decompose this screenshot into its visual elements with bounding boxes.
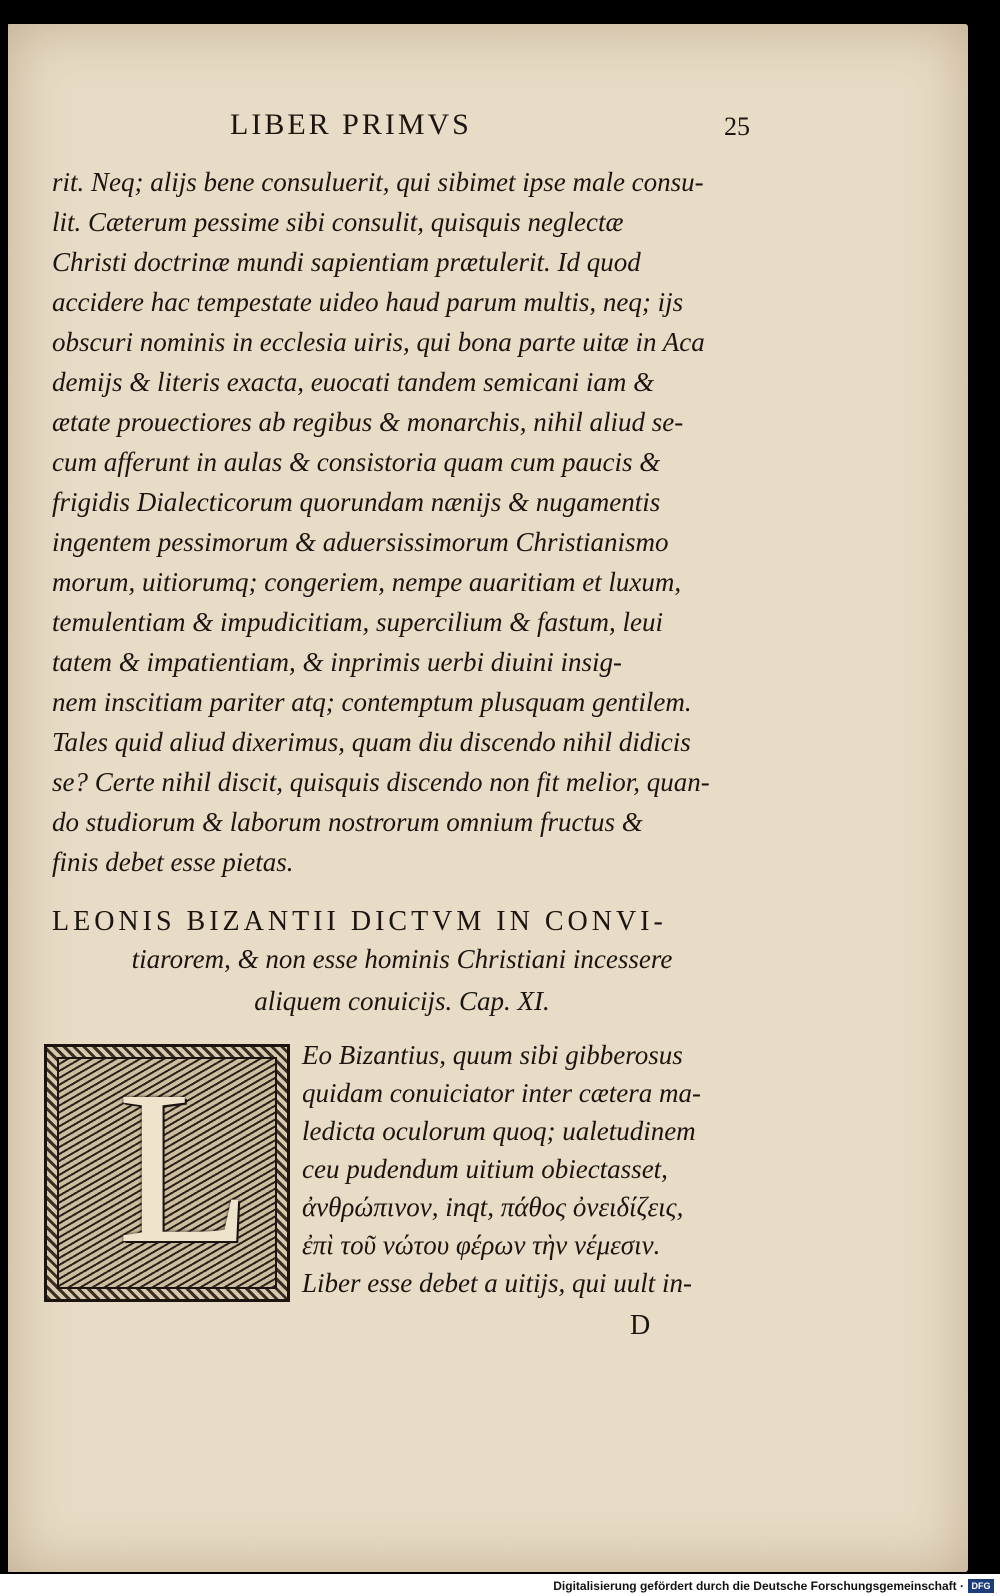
text-line: rit. Neq; alijs bene consuluerit, qui sibimet ipse male consu- — [52, 167, 704, 197]
text-line: ledicta oculorum quoq; ualetudinem — [302, 1116, 696, 1146]
text-line: nem inscitiam pariter atq; contemptum plusquam gentilem. — [52, 687, 692, 717]
footer-credit: Digitalisierung gefördert durch die Deutsche Forschungsgemeinschaft · — [553, 1579, 964, 1593]
chapter-heading — [52, 906, 752, 1022]
text-line: ætate prouectiores ab regibus & monarchis, nihil aliud se- — [52, 407, 684, 437]
text-line: finis debet esse pietas. — [52, 847, 294, 877]
signature-mark: D — [630, 1310, 651, 1341]
paragraph-2 — [302, 1036, 752, 1302]
paragraph-1 — [52, 162, 752, 882]
chapter-heading-caps: LEONIS BIZANTII DICTVM IN CONVI- — [52, 906, 667, 937]
text-line: se? Certe nihil discit, quisquis discendo non fit melior, quan- — [52, 767, 710, 797]
text-line: accidere hac tempestate uideo haud parum multis, neq; ijs — [52, 287, 684, 317]
chapter-heading-line2: tiarorem, & non esse hominis Christiani incessere — [131, 944, 673, 974]
decorated-initial-woodcut — [44, 1044, 290, 1302]
text-line: do studiorum & laborum nostrorum omnium fructus & — [52, 807, 643, 837]
footer-bar — [0, 1574, 1000, 1596]
text-line: Tales quid aliud dixerimus, quam diu discendo nihil didicis — [52, 727, 691, 757]
initial-letter: L — [117, 1045, 252, 1289]
page-number: 25 — [724, 112, 750, 141]
text-line: Christi doctrinæ mundi sapientiam prætulerit. Id quod — [52, 247, 641, 277]
text-line: quidam conuiciator inter cætera ma- — [302, 1078, 701, 1108]
text-line-greek: ἐπὶ τοῦ νώτου φέρων τὴν νέμεσιν. — [302, 1230, 661, 1260]
text-line: temulentiam & impudicitiam, supercilium & fastum, leui — [52, 607, 663, 637]
text-line: ceu pudendum uitium obiectasset, — [302, 1154, 668, 1184]
text-line: obscuri nominis in ecclesia uiris, qui bona parte uitæ in Aca — [52, 327, 705, 357]
text-line-greek: ἀνθρώπινον, inqt, πάθος ὀνειδίζεις, — [302, 1192, 684, 1222]
text-line: morum, uitiorumq; congeriem, nempe auaritiam et luxum, — [52, 567, 682, 597]
text-line: tatem & impatientiam, & inprimis uerbi diuini insig- — [52, 647, 622, 677]
text-line: Liber esse debet a uitijs, qui uult in- — [302, 1268, 692, 1298]
chapter-heading-line3: aliquem conuicijs. Cap. XI. — [254, 986, 550, 1016]
text-line: cum afferunt in aulas & consistoria quam cum paucis & — [52, 447, 661, 477]
text-line: ingentem pessimorum & aduersissimorum Christianismo — [52, 527, 669, 557]
dfg-logo: DFG — [968, 1579, 994, 1593]
text-line: lit. Cæterum pessime sibi consulit, quisquis neglectæ — [52, 207, 624, 237]
text-line: demijs & literis exacta, euocati tandem semicani iam & — [52, 367, 655, 397]
running-head: LIBER PRIMVS — [230, 108, 472, 141]
text-line: frigidis Dialecticorum quorundam nænijs & nugamentis — [52, 487, 661, 517]
text-line: Eo Bizantius, quum sibi gibberosus — [302, 1040, 683, 1070]
